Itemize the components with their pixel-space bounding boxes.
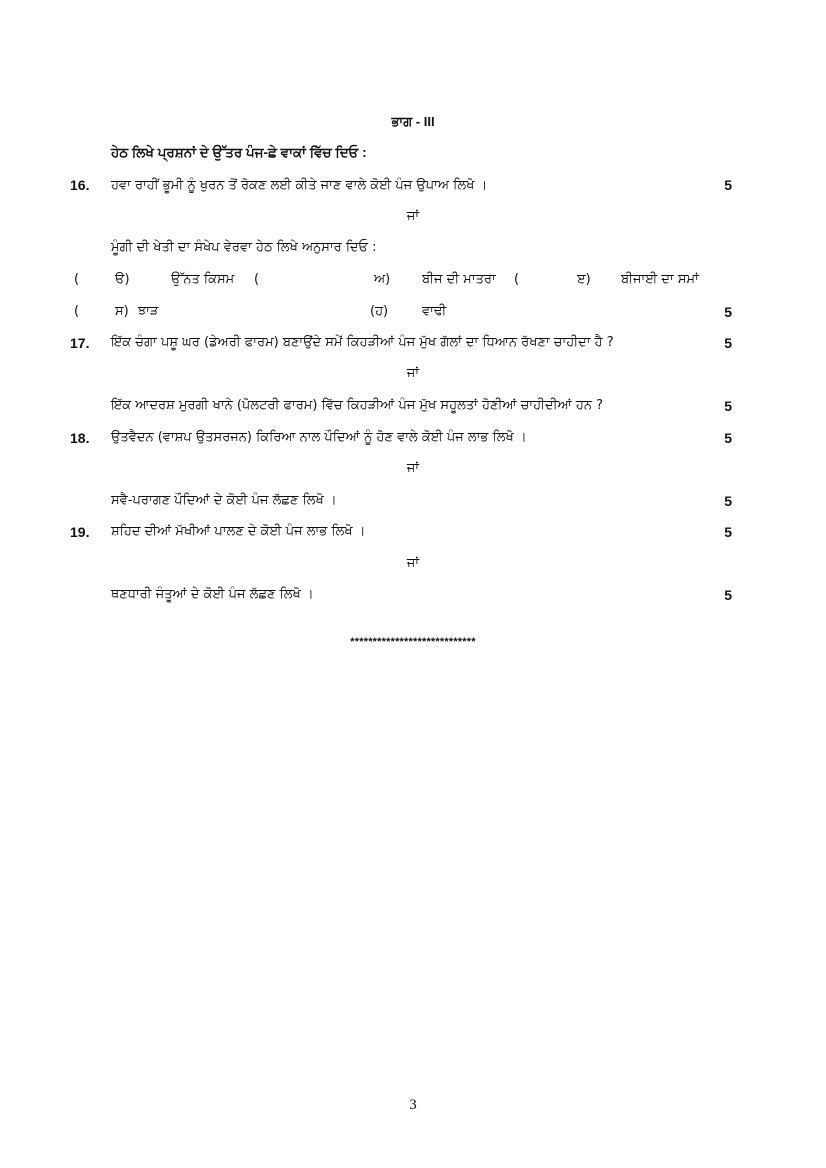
page-number: 3: [409, 1097, 417, 1113]
option-text-d: ਝਾੜ: [138, 304, 159, 319]
option-open-paren-2: (: [74, 304, 80, 319]
q16-marks: 5: [724, 177, 732, 193]
q19-marks: 5: [724, 524, 732, 540]
option-paren-a: (: [254, 272, 260, 287]
q19-alt-text: ਥਣਧਾਰੀ ਜੰਤੂਆਂ ਦੇ ਕੋਈ ਪੰਜ ਲੱਛਣ ਲਿਖੋ ।: [111, 587, 314, 602]
option-paren-b: (: [514, 272, 520, 287]
option-label-d: ਸ): [115, 304, 129, 319]
q19-text: ਸ਼ਹਿਦ ਦੀਆਂ ਮੱਖੀਆਂ ਪਾਲਣ ਦੇ ਕੋਈ ਪੰਜ ਲਾਭ ਲਿਖੋ ।: [111, 524, 366, 539]
q17-number: 17.: [70, 335, 90, 351]
option-text-a: ਉੱਨਤ ਕਿਸਮ: [171, 272, 235, 287]
option-label-a: ੳ): [115, 272, 130, 287]
or-label: ਜਾਂ: [406, 461, 420, 476]
q17-marks: 5: [724, 335, 732, 351]
option-text-b: ਬੀਜ ਦੀ ਮਾਤਰਾ: [422, 272, 496, 287]
q16-alt-text: ਮੂੰਗੀ ਦੀ ਖੇਤੀ ਦਾ ਸੰਖੇਪ ਵੇਰਵਾ ਹੇਠ ਲਿਖੇ ਅਨੁਸਾਰ ਦਿਓ :: [111, 240, 377, 255]
q18-number: 18.: [70, 430, 90, 446]
q17-alt-text: ਇੱਕ ਆਦਰਸ਼ ਮੁਰਗੀ ਖਾਨੇ (ਪੋਲਟਰੀ ਫਾਰਮ) ਵਿੱਚ ਕਿਹੜੀਆਂ ਪੰਜ ਮੁੱਖ ਸਹੂਲਤਾਂ ਹੋਣੀਆਂ ਚਾਹੀਦੀਆਂ ਹਨ ?: [111, 398, 604, 413]
q17-text: ਇੱਕ ਚੰਗਾ ਪਸ਼ੂ ਘਰ (ਡੇਅਰੀ ਫਾਰਮ) ਬਣਾਉਂਦੇ ਸਮੇਂ ਕਿਹੜੀਆਂ ਪੰਜ ਮੁੱਖ ਗੱਲਾਂ ਦਾ ਧਿਆਨ ਰੱਖਣਾ ਚਾਹੀਦਾ ਹੈ ?: [111, 335, 614, 350]
q16-text: ਹਵਾ ਰਾਹੀਂ ਭੂਮੀ ਨੂੰ ਖੁਰਨ ਤੋਂ ਰੋਕਣ ਲਈ ਕੀਤੇ ਜਾਣ ਵਾਲੇ ਕੋਈ ਪੰਜ ਉਪਾਅ ਲਿਖੋ ।: [111, 178, 488, 193]
option-text-c: ਬੀਜਾਈ ਦਾ ਸਮਾਂ: [621, 272, 699, 287]
q19-number: 19.: [70, 524, 90, 540]
q16-alt-marks: 5: [724, 304, 732, 320]
or-label: ਜਾਂ: [406, 366, 420, 381]
q18-alt-text: ਸਵੈ-ਪਰਾਗਣ ਪੌਦਿਆਂ ਦੇ ਕੋਈ ਪੰਜ ਲੱਛਣ ਲਿਖੋ ।: [111, 493, 337, 508]
option-label-e: (ਹ): [370, 304, 389, 319]
q18-alt-marks: 5: [724, 493, 732, 509]
option-label-b: ਅ): [374, 272, 391, 287]
option-text-e: ਵਾਢੀ: [422, 304, 447, 319]
or-label: ਜਾਂ: [406, 209, 420, 224]
end-marker: ****************************: [350, 636, 476, 648]
section-title: ਭਾਗ - III: [391, 114, 435, 129]
q18-text: ਉਤਵੈਦਨ (ਵਾਸ਼ਪ ਉਤਸਰਜਨ) ਕਿਰਿਆ ਨਾਲ ਪੌਦਿਆਂ ਨੂੰ ਹੋਣ ਵਾਲੇ ਕੋਈ ਪੰਜ ਲਾਭ ਲਿਖੋ ।: [111, 430, 527, 445]
q19-alt-marks: 5: [724, 587, 732, 603]
or-label: ਜਾਂ: [406, 556, 420, 571]
option-open-paren: (: [74, 272, 80, 287]
option-label-c: ੲ): [577, 272, 591, 287]
q16-number: 16.: [70, 177, 90, 193]
q18-marks: 5: [724, 430, 732, 446]
q17-alt-marks: 5: [724, 398, 732, 414]
instruction: ਹੇਠ ਲਿਖੇ ਪ੍ਰਸ਼ਨਾਂ ਦੇ ਉੱਤਰ ਪੰਜ-ਛੇ ਵਾਕਾਂ ਵਿੱਚ ਦਿਓ :: [111, 145, 367, 160]
